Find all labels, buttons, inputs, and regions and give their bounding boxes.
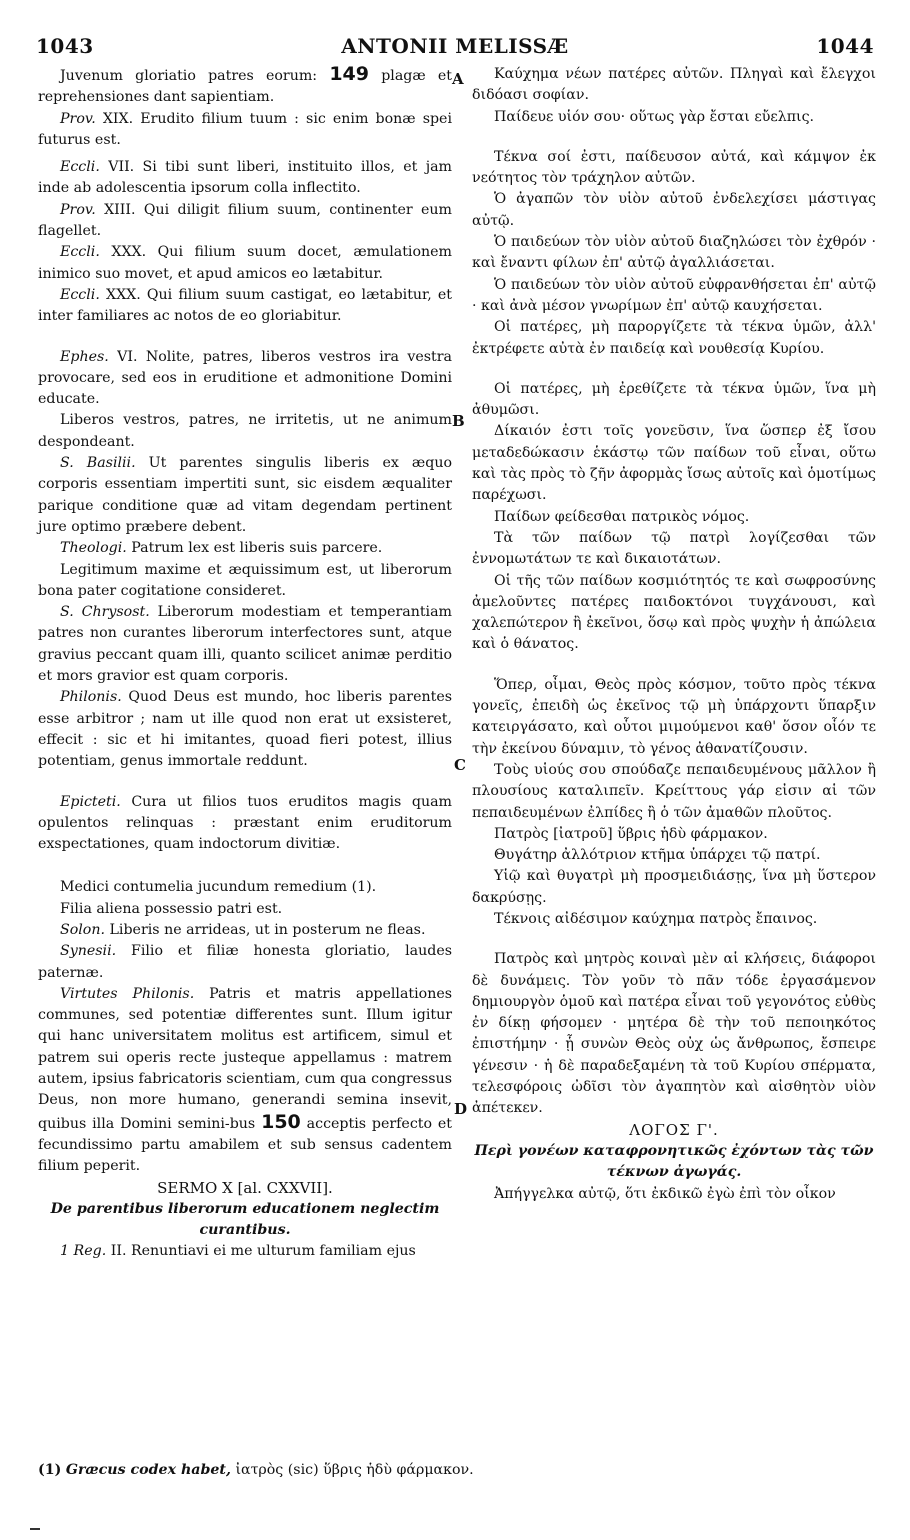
- margin-marker-d: D: [454, 1100, 468, 1118]
- latin-paragraph: [38, 941, 452, 984]
- footnote-mark: (1): [38, 1462, 62, 1478]
- latin-paragraph: [38, 792, 452, 856]
- latin-paragraph: [38, 64, 452, 109]
- latin-text: Juvenum gloriatio patres eorum:: [60, 68, 318, 84]
- latin-text: Medici contumelia jucundum remedium (1).: [60, 879, 377, 896]
- greek-paragraph: Πατρὸς [ἰατροῦ] ὕβρις ἡδὺ φάρμακον.: [494, 825, 768, 842]
- latin-text: Ut parentes singulis liberis ex æquo corporis essentiam impertiti sunt, sic eisdem æqualiter parique conditione quæ ad vitam degendam pertinent jure optimo præbere debent.: [38, 455, 453, 535]
- greek-paragraph: Θυγάτηρ ἀλλότριον κτῆμα ὑπάρχει τῷ πατρί.: [494, 847, 821, 864]
- latin-text: Filio et filiæ honesta gloriatio, laudes paternæ.: [38, 943, 452, 981]
- latin-text: Patrum lex est liberis suis parcere.: [131, 540, 383, 557]
- greek-paragraph: Δίκαιόν ἐστι τοῖς γονεῦσιν, ἵνα ὥσπερ ἐξ ἴσου μεταδεδώκασιν ἑκάστῳ τῶν παίδων τοῦ εἶναι, οὕτω καὶ τὰς πρὸς τὸ ζῆν ἀφορμὰς ἴσως αὐτοῖς καὶ ὁμοτίμως παρέχωσι.: [472, 423, 876, 504]
- greek-paragraph: Καύχημα νέων πατέρες αὐτῶν. Πληγαὶ καὶ ἔλεγχοι διδόασι σοφίαν.: [472, 66, 876, 104]
- latin-text: XXX. Qui filium suum castigat, eo lætabitur, et inter familiares ac notos de eo gloriabitur.: [38, 286, 452, 325]
- logos-heading: ΛΟΓΟΣ Γ'.: [629, 1120, 719, 1139]
- latin-text: II. Renuntiavi ei me ulturum familiam ejus: [110, 1243, 416, 1260]
- greek-paragraph: Οἱ πατέρες, μὴ παροργίζετε τὰ τέκνα ὑμῶν, ἀλλ' ἐκτρέφετε αὐτὰ ἐν παιδείᾳ καὶ νουθεσίᾳ Κυρίου.: [472, 319, 876, 357]
- latin-text: XIX. Erudito filium tuum : sic enim bonæ spei futurus est.: [38, 110, 452, 148]
- latin-paragraph: [38, 602, 452, 687]
- latin-text: VI. Nolite, patres, liberos vestros ira vestra provocare, sed eos in eruditione et admonitione Domini educate.: [38, 348, 452, 408]
- source-ref: Prov.: [60, 110, 96, 127]
- greek-paragraph: Τὰ τῶν παίδων τῷ πατρὶ λογίζεσθαι τῶν ἐννομωτάτων τε καὶ δικαιοτάτων.: [472, 529, 876, 568]
- source-ref: S. Basilii.: [60, 455, 136, 472]
- greek-paragraph: Παίδων φείδεσθαι πατρικὸς νόμος.: [494, 508, 750, 525]
- column-number: 149: [329, 63, 369, 85]
- source-ref: 1 Reg.: [60, 1243, 107, 1260]
- column-number: 150: [261, 1110, 301, 1133]
- margin-marker-b: B: [452, 412, 465, 430]
- latin-paragraph: [38, 1241, 452, 1262]
- latin-paragraph: [38, 920, 452, 941]
- latin-text: Legitimum maxime et æquissimum est, ut liberorum bona pater cogitatione consideret.: [38, 561, 452, 599]
- latin-paragraph: [38, 242, 452, 285]
- greek-paragraph: Παίδευε υἱόν σου· οὕτως γὰρ ἔσται εὔελπις.: [494, 108, 815, 125]
- latin-paragraph: [38, 453, 452, 538]
- footnote-source: Græcus codex habet,: [65, 1462, 231, 1478]
- latin-text: plagæ et reprehensiones dant sapientiam.: [38, 68, 453, 106]
- latin-paragraph: [38, 560, 452, 603]
- greek-paragraph: Ὁ παιδεύων τὸν υἱὸν αὐτοῦ εὐφρανθήσεται ἐπ' αὐτῷ · καὶ ἀνὰ μέσον γνωρίμων ἐπ' αὐτῷ καυχήσεται.: [472, 276, 876, 314]
- greek-paragraph: Οἱ πατέρες, μὴ ἐρεθίζετε τὰ τέκνα ὑμῶν, ἵνα μὴ ἀθυμῶσι.: [472, 380, 876, 419]
- greek-paragraph: Οἱ τῆς τῶν παίδων κοσμιότητός τε καὶ σωφροσύνης ἀμελοῦντες πατέρες παιδοκτόνοι τυγχάνουσι, καὶ χαλεπώτερον ἢ ἐκεῖνοι, ὅσῳ καὶ πρὸς ψυχὴν ἡ ἀπώλεια καὶ ὁ θάνατος.: [472, 572, 876, 653]
- latin-text: Liberos vestros, patres, ne irritetis, ut ne animum despondeant.: [38, 412, 452, 450]
- latin-paragraph: [38, 347, 452, 411]
- source-ref: Solon.: [60, 921, 105, 938]
- greek-paragraph: Τέκνα σοί ἐστι, παίδευσον αὐτά, καὶ κάμψον ἐκ νεότητος τὸν τράχηλον αὐτῶν.: [472, 148, 876, 187]
- latin-text: VII. Si tibi sunt liberi, instituito illos, et jam inde ab adolescentia ipsorum colla inflectito.: [38, 159, 453, 197]
- latin-paragraph: [38, 877, 452, 898]
- latin-paragraph: [38, 899, 452, 920]
- greek-paragraph: Ὅπερ, οἶμαι, Θεὸς πρὸς κόσμον, τοῦτο πρὸς τέκνα γονεῖς, ἐπειδὴ ὡς ἐκεῖνος τῷ μὴ ὑπάρχοντι ὕπαρξιν κατειργάσατο, καὶ οὗτοι μιμούμενοι καθ' ὅσον οἷόν τε τὴν ἐκείνου δύναμιν, τὸ γένος ἀθανατίζουσιν.: [472, 676, 876, 757]
- greek-paragraph: Τέκνοις αἰδέσιμον καύχημα πατρὸς ἔπαινος.: [494, 910, 818, 927]
- margin-marker-c: C: [454, 756, 466, 774]
- source-ref: Epicteti.: [60, 793, 121, 810]
- source-ref: Synesii.: [60, 943, 117, 960]
- latin-text: Liberis ne arrideas, ut in posterum ne fleas.: [109, 921, 426, 938]
- greek-paragraph: Ἀπήγγελκα αὐτῷ, ὅτι ἐκδικῶ ἐγὼ ἐπὶ τὸν οἶκον: [494, 1185, 836, 1202]
- latin-paragraph: [38, 157, 452, 200]
- source-ref: Theologi.: [60, 540, 127, 557]
- source-ref: S. Chrysost.: [60, 604, 150, 621]
- greek-paragraph: Πατρὸς καὶ μητρὸς κοιναὶ μὲν αἱ κλήσεις, διάφοροι δὲ δυνάμεις. Τὸν γοῦν τὸ πᾶν τόδε ἐργασάμενον δημιουργὸν ὁμοῦ καὶ πατέρα εἶναι τοῦ γεγονότος εὐθὺς ἐν δίκῃ φήσομεν · μητέρα δὲ τὴν τοῦ πεποιηκότος ἐπιστήμην · ᾗ συνὼν Θεὸς οὐχ ὡς ἄνθρωπος, ἔσπειρε γένεσιν · ἡ δὲ παραδεξαμένη τὰ τοῦ Κυρίου σπέρματα, τελεσφόροις ὠδῖσι τὸν ἀγαπητὸν καὶ αἰσθητὸν υἱὸν ἀπέτεκεν.: [472, 951, 876, 1117]
- source-ref: Eccli.: [60, 244, 100, 261]
- source-ref: Virtutes Philonis.: [60, 985, 195, 1002]
- latin-text: Filia aliena possessio patri est.: [60, 900, 283, 917]
- greek-paragraph: Τοὺς υἱούς σου σπούδαζε πεπαιδευμένους μᾶλλον ἢ πλουσίους καταλιπεῖν. Κρείττους γάρ εἰσιν αἱ τῶν πεπαιδευμένων ἐλπίδες ἢ ὁ τῶν ἀμαθῶν πλοῦτος.: [472, 761, 876, 821]
- right-page-number: 1044: [816, 34, 874, 58]
- sermon-heading: SERMO X [al. CXXVII].: [157, 1178, 333, 1197]
- source-ref: Eccli.: [60, 159, 100, 176]
- margin-marker-a: A: [452, 70, 464, 88]
- latin-text: XXX. Qui filium suum docet, æmulationem inimico suo movet, et apud amicos eo lætabitur.: [38, 244, 453, 282]
- sermon-subtitle: De parentibus liberorum educationem neglectim curantibus.: [50, 1200, 440, 1239]
- footnote-text: ἰατρὸς (sic) ὕβρις ἡδὺ φάρμακον.: [235, 1462, 474, 1478]
- logos-subtitle: Περὶ γονέων καταφρονητικῶς ἐχόντων τὰς τῶν τέκνων ἀγωγάς.: [474, 1142, 874, 1181]
- latin-paragraph: [38, 285, 452, 328]
- left-page-number: 1043: [36, 34, 94, 58]
- latin-text: Patris et matris appellationes communes, sed potentiæ differentes sunt. Illum igitur qui hanc universitatem molitus est artificem, simul et patrem sui operis recte justeque appellamus : matrem autem, ipsius fabricatoris scientiam, cum qua congressus Deus, non more humano, generandi semina insevit, quibus illa Domini semini-bus: [38, 985, 453, 1132]
- margin-dash: [30, 1528, 40, 1530]
- latin-paragraph: [38, 538, 452, 559]
- greek-paragraph: Ὁ ἀγαπῶν τὸν υἱὸν αὐτοῦ ἐνδελεχίσει μάστιγας αὐτῷ.: [472, 191, 876, 229]
- latin-text: Quod Deus est mundo, hoc liberis parentes esse arbitror ; nam ut ille quod non erat ut exsisteret, effecit : sic et hi imitantes, quoad fieri potest, illius potentiam, genus immortale reddunt.: [38, 689, 452, 770]
- source-ref: Philonis.: [60, 689, 122, 706]
- latin-text: Liberorum modestiam et temperantiam patres non curantes liberorum interfectores sunt, atque gravius peccant quam illi, quanto scilicet animæ perditio et mors gravior est quam corporis.: [38, 604, 452, 685]
- latin-text: acceptis perfecto et fecundissimo partu amabilem et sub sensus cadentem filium peperit.: [38, 1115, 452, 1175]
- running-title: ANTONII MELISSÆ: [341, 34, 569, 58]
- greek-column: [472, 64, 876, 1205]
- greek-paragraph: Ὁ παιδεύων τὸν υἱὸν αὐτοῦ διαζηλώσει τὸν ἐχθρόν · καὶ ἔναντι φίλων ἐπ' αὐτῷ ἀγαλλιάσεται.: [472, 234, 876, 272]
- source-ref: Eccli.: [60, 286, 100, 303]
- latin-paragraph: [38, 109, 452, 152]
- latin-text: Cura ut filios tuos eruditos magis quam opulentos relinquas : præstant enim eruditorum exspectationes, quam indoctorum divitiæ.: [38, 793, 452, 853]
- source-ref: Prov.: [60, 201, 96, 218]
- latin-paragraph: [38, 984, 452, 1178]
- source-ref: Ephes.: [60, 348, 109, 365]
- latin-paragraph: [38, 687, 452, 772]
- greek-paragraph: Υἱῷ καὶ θυγατρὶ μὴ προσμειδιάσῃς, ἵνα μὴ ὕστερον δακρύσῃς.: [472, 868, 876, 906]
- latin-column: [38, 64, 452, 1263]
- latin-paragraph: [38, 410, 452, 453]
- latin-text: XIII. Qui diligit filium suum, continenter eum flagellet.: [38, 201, 452, 240]
- latin-paragraph: [38, 200, 452, 243]
- footnote: [38, 1462, 888, 1478]
